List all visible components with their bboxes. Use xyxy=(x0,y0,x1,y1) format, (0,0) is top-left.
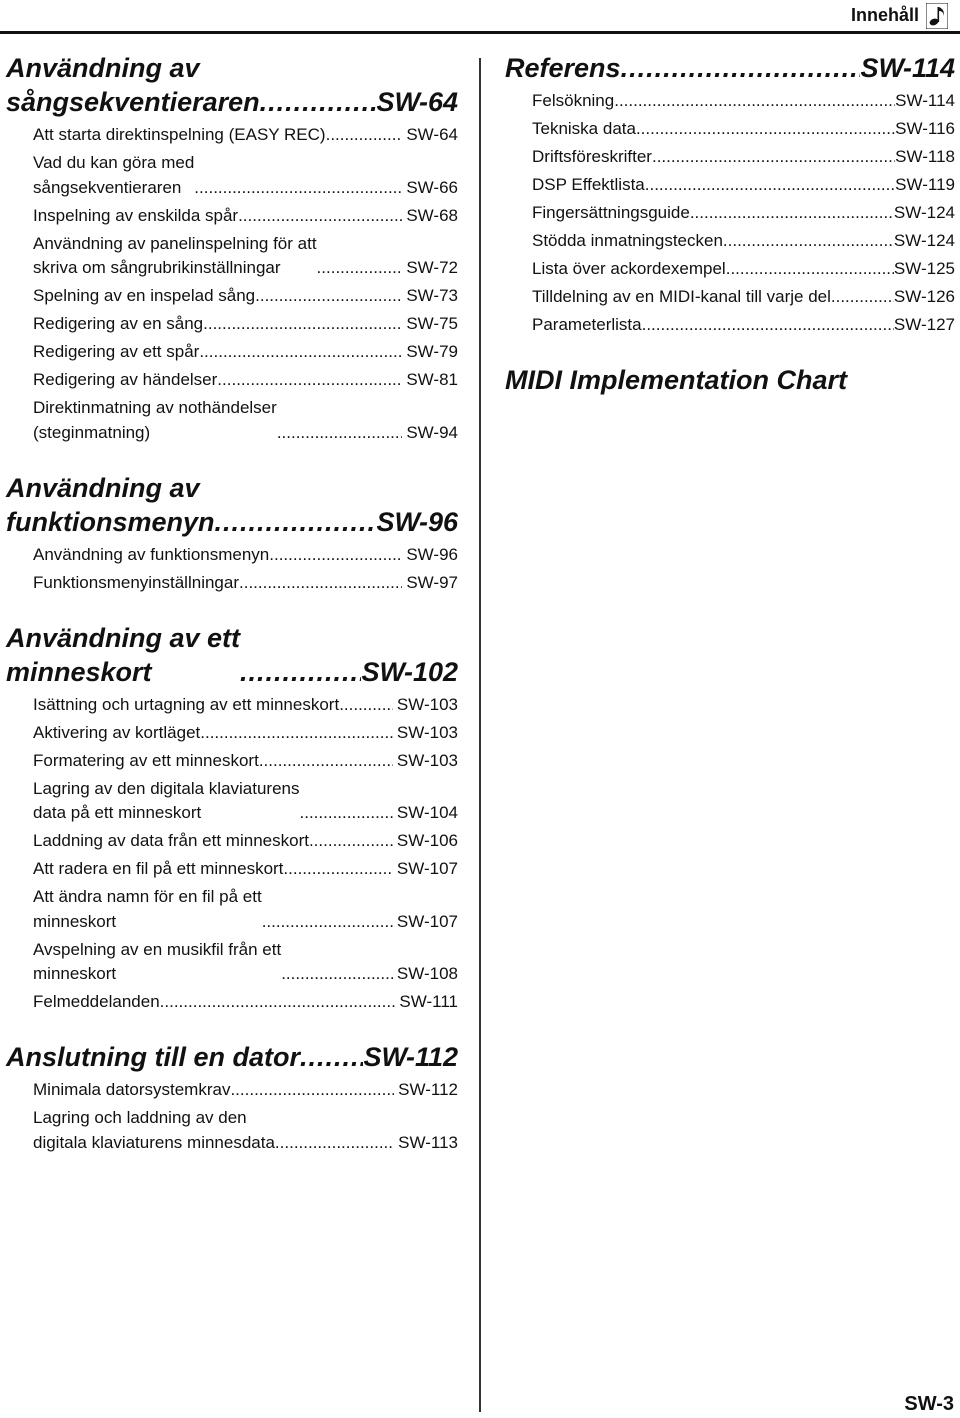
toc-section-heading[interactable] xyxy=(6,51,458,119)
dot-leader xyxy=(217,368,402,393)
dot-leader xyxy=(230,1078,394,1103)
dot-leader xyxy=(203,312,402,337)
dot-leader xyxy=(326,123,403,148)
dot-leader xyxy=(339,693,393,718)
toc-entry-label: Minimala datorsystemkrav xyxy=(33,1080,231,1099)
section-gap xyxy=(505,341,955,363)
toc-entry-label: Lagring och laddning av den digitala klaviaturens minnesdata xyxy=(33,1108,275,1152)
section-heading-text: Anslutning till en dator xyxy=(6,1042,300,1072)
toc-entry[interactable] xyxy=(33,693,458,718)
page-number: SW-3 xyxy=(904,1393,954,1415)
toc-right-column xyxy=(505,51,955,397)
page-section-title: Innehåll xyxy=(851,5,920,25)
toc-entry-label: Felsökning xyxy=(532,91,615,110)
toc-section-heading[interactable] xyxy=(6,471,458,539)
section-heading-text: Referens xyxy=(505,53,621,83)
toc-entry-label: Parameterlista xyxy=(532,315,642,334)
toc-entry-label: Formatering av ett minneskort xyxy=(33,750,259,770)
toc-entry[interactable] xyxy=(33,340,458,365)
dot-leader xyxy=(831,285,894,310)
toc-entry-page: SW-72 xyxy=(406,258,458,277)
dot-leader xyxy=(281,962,393,987)
toc-section xyxy=(505,51,955,338)
toc-entry[interactable] xyxy=(33,151,458,200)
toc-entry-page: SW-68 xyxy=(406,205,458,225)
dot-leader xyxy=(259,749,393,774)
toc-entry[interactable] xyxy=(532,145,955,170)
dot-leader xyxy=(652,145,895,170)
toc-entry-label: Funktionsmenyinställningar xyxy=(33,572,239,592)
dot-leader xyxy=(283,857,392,882)
dot-leader xyxy=(726,257,894,282)
toc-entry[interactable] xyxy=(532,285,955,310)
section-gap xyxy=(6,599,458,621)
toc-entry-list xyxy=(505,89,955,338)
toc-entry-page: SW-94 xyxy=(406,422,458,442)
dot-leader xyxy=(200,721,393,746)
section-page-number: SW-64 xyxy=(376,87,458,117)
toc-entry[interactable] xyxy=(532,201,955,226)
toc-entry-label: Lagring av den digitala klaviaturens data på ett minneskort xyxy=(33,778,300,822)
toc-entry-page: SW-111 xyxy=(399,992,458,1011)
toc-entry[interactable] xyxy=(33,312,458,337)
toc-entry-list xyxy=(6,693,458,1015)
toc-entry[interactable] xyxy=(33,990,458,1015)
toc-entry[interactable] xyxy=(532,257,955,282)
toc-entry-page: SW-96 xyxy=(406,544,458,564)
toc-entry[interactable] xyxy=(532,229,955,254)
toc-entry-page: SW-116 xyxy=(895,119,955,138)
dot-leader xyxy=(262,910,393,935)
toc-entry[interactable] xyxy=(33,721,458,746)
toc-entry-label: Redigering av händelser xyxy=(33,370,218,389)
toc-section xyxy=(6,1040,458,1155)
toc-entry-label: Avspelning av en musikfil från ett minneskort xyxy=(33,939,282,983)
toc-entry-page: SW-81 xyxy=(406,370,458,389)
toc-entry-label: Tilldelning av en MIDI-kanal till varje del xyxy=(532,287,831,306)
toc-entry-label: Tekniska data xyxy=(532,119,636,138)
toc-entry[interactable] xyxy=(532,89,955,114)
toc-entry-label: Användning av panelinspelning för att skriva om sångrubrikinställningar xyxy=(33,233,317,277)
dot-leader xyxy=(309,829,393,854)
toc-entry-list xyxy=(6,543,458,596)
toc-section xyxy=(6,471,458,596)
toc-entry-page: SW-97 xyxy=(406,572,458,592)
toc-entry-page: SW-64 xyxy=(406,125,458,144)
toc-entry[interactable] xyxy=(33,284,458,309)
toc-left-column xyxy=(6,51,458,1159)
dot-leader xyxy=(317,256,403,281)
toc-entry-label: Aktivering av kortläget xyxy=(33,722,201,742)
toc-entry[interactable] xyxy=(33,1078,458,1103)
toc-entry-label: Felmeddelanden xyxy=(33,992,160,1011)
toc-entry-page: SW-113 xyxy=(398,1132,458,1152)
dot-leader xyxy=(255,284,402,309)
toc-section xyxy=(6,621,458,1015)
dot-leader xyxy=(723,229,894,254)
toc-entry-label: Direktinmatning av nothändelser (steginmatning) xyxy=(33,398,277,442)
toc-entry-page: SW-103 xyxy=(396,694,458,714)
section-heading-text: MIDI Implementation Chart xyxy=(505,365,848,395)
column-divider xyxy=(479,58,481,1412)
toc-section-heading[interactable] xyxy=(505,363,955,397)
toc-entry-page: SW-118 xyxy=(895,147,955,166)
dot-leader xyxy=(269,543,402,568)
dot-leader xyxy=(199,340,402,365)
toc-entry-list xyxy=(6,1078,458,1155)
toc-entry[interactable] xyxy=(33,1106,458,1155)
section-page-number: SW-112 xyxy=(363,1042,458,1072)
toc-entry-label: Att starta direktinspelning (EASY REC) xyxy=(33,125,326,144)
dot-leader xyxy=(215,505,377,539)
toc-section-heading[interactable] xyxy=(6,621,458,689)
dot-leader xyxy=(300,801,393,826)
toc-entry[interactable] xyxy=(33,571,458,596)
section-page-number: SW-96 xyxy=(376,506,458,537)
toc-entry[interactable] xyxy=(33,123,458,148)
toc-entry-label: DSP Effektlista xyxy=(532,175,645,194)
toc-entry-page: SW-103 xyxy=(396,750,458,770)
toc-entry-page: SW-107 xyxy=(396,911,458,931)
section-heading-text: Användning av ett minneskort xyxy=(6,622,241,687)
toc-entry[interactable] xyxy=(33,829,458,854)
toc-entry-page: SW-73 xyxy=(406,286,458,305)
toc-section-heading[interactable] xyxy=(505,51,955,85)
toc-entry-page: SW-119 xyxy=(895,175,955,194)
toc-entry[interactable] xyxy=(33,749,458,774)
header-rule xyxy=(0,31,960,34)
dot-leader xyxy=(300,1040,363,1074)
dot-leader xyxy=(240,655,361,689)
toc-entry-page: SW-108 xyxy=(396,964,458,983)
toc-entry-label: Laddning av data från ett minneskort xyxy=(33,831,309,850)
toc-entry-list xyxy=(6,123,458,445)
toc-entry-label: Redigering av ett spår xyxy=(33,342,200,361)
toc-entry-page: SW-112 xyxy=(398,1080,458,1099)
dot-leader xyxy=(277,421,403,446)
dot-leader xyxy=(239,571,402,596)
dot-leader xyxy=(621,51,861,85)
toc-entry-page: SW-107 xyxy=(396,859,458,878)
toc-entry[interactable] xyxy=(33,777,458,826)
toc-entry[interactable] xyxy=(33,204,458,229)
toc-entry-label: Lista över ackordexempel xyxy=(532,259,726,278)
toc-entry-page: SW-75 xyxy=(406,314,458,333)
dot-leader xyxy=(275,1131,394,1156)
toc-entry-label: Isättning och urtagning av ett minneskort xyxy=(33,694,340,714)
dot-leader xyxy=(160,990,396,1015)
toc-entry-label: Spelning av en inspelad sång xyxy=(33,286,256,305)
dot-leader xyxy=(642,313,894,338)
toc-entry-page: SW-125 xyxy=(893,259,955,278)
section-page-number: SW-114 xyxy=(860,53,955,83)
toc-section xyxy=(505,363,955,397)
toc-entry-page: SW-104 xyxy=(396,803,458,822)
toc-entry-label: Stödda inmatningstecken xyxy=(532,231,723,250)
dot-leader xyxy=(636,117,895,142)
toc-entry-label: Användning av funktionsmenyn xyxy=(33,544,270,564)
toc-entry[interactable] xyxy=(33,543,458,568)
toc-entry[interactable] xyxy=(532,313,955,338)
dot-leader xyxy=(614,89,895,114)
section-gap xyxy=(6,449,458,471)
toc-entry-label: Att ändra namn för en fil på ett minneskort xyxy=(33,887,262,931)
toc-entry-label: Driftsföreskrifter xyxy=(532,147,652,166)
toc-entry-page: SW-79 xyxy=(406,342,458,361)
toc-section xyxy=(6,51,458,445)
toc-entry-label: Redigering av en sång xyxy=(33,314,204,333)
toc-section-heading[interactable] xyxy=(6,1040,458,1074)
toc-entry-page: SW-127 xyxy=(893,315,955,334)
toc-entry-page: SW-106 xyxy=(396,831,458,850)
toc-entry-page: SW-124 xyxy=(893,203,955,222)
dot-leader xyxy=(238,204,402,229)
toc-entry-label: Att radera en fil på ett minneskort xyxy=(33,859,284,878)
toc-entry[interactable] xyxy=(532,117,955,142)
toc-entry-page: SW-114 xyxy=(895,91,955,110)
toc-entry-label: Inspelning av enskilda spår xyxy=(33,205,239,225)
section-gap xyxy=(6,1018,458,1040)
dot-leader xyxy=(194,176,402,201)
toc-entry[interactable] xyxy=(33,396,458,445)
toc-entry[interactable] xyxy=(33,938,458,987)
toc-entry-page: SW-126 xyxy=(893,287,955,306)
dot-leader xyxy=(645,173,895,198)
toc-entry[interactable] xyxy=(33,232,458,281)
toc-entry-page: SW-103 xyxy=(396,722,458,742)
toc-entry-label: Fingersättningsguide xyxy=(532,203,690,222)
toc-entry[interactable] xyxy=(33,885,458,934)
toc-entry-page: SW-66 xyxy=(406,177,458,197)
section-heading-text: Användning av sångsekventieraren xyxy=(6,53,260,117)
dot-leader xyxy=(260,85,377,119)
section-heading-text: Användning av funktionsmenyn xyxy=(6,472,215,537)
section-page-number: SW-102 xyxy=(361,656,458,687)
toc-entry-label: Vad du kan göra med sångsekventieraren xyxy=(33,153,195,197)
toc-entry[interactable] xyxy=(33,368,458,393)
dot-leader xyxy=(690,201,894,226)
toc-entry[interactable] xyxy=(33,857,458,882)
toc-entry[interactable] xyxy=(532,173,955,198)
music-note-icon xyxy=(926,3,948,29)
toc-entry-page: SW-124 xyxy=(893,231,955,250)
